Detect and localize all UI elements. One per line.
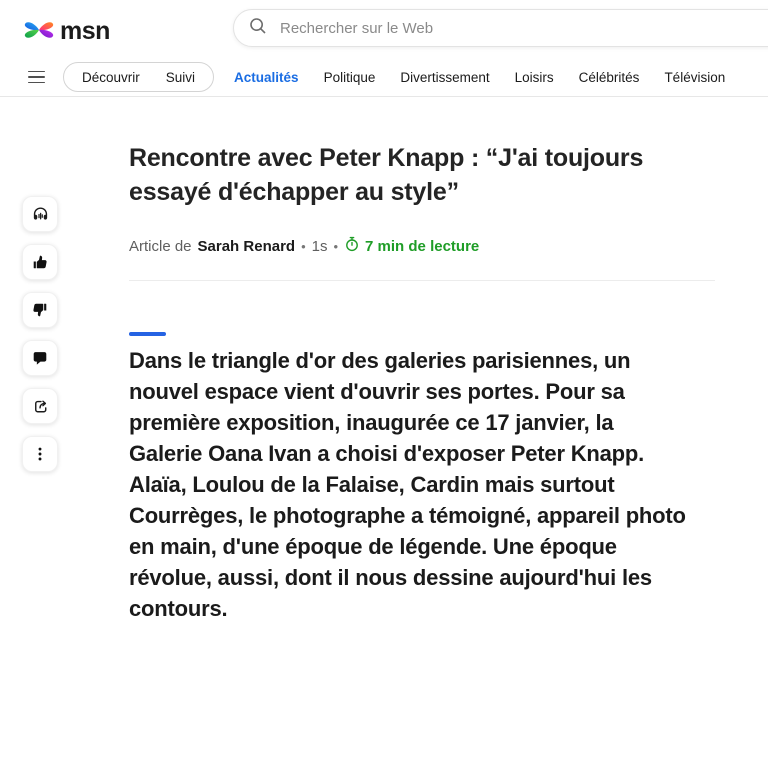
category-tabs <box>234 70 725 85</box>
comment-icon <box>31 349 49 367</box>
nav-bar <box>0 58 768 96</box>
byline-separator: • <box>301 238 306 254</box>
read-time-label: 7 min de lecture <box>365 237 480 255</box>
article-byline <box>129 236 715 256</box>
feed-toggle-pill <box>63 62 214 92</box>
byline-divider <box>129 280 715 281</box>
thumbs-down-icon <box>31 301 49 319</box>
search-input[interactable] <box>280 20 768 37</box>
tab-divertissement[interactable]: Divertissement <box>400 69 490 85</box>
msn-logo-text: msn <box>60 17 110 45</box>
read-time <box>344 236 479 256</box>
byline-prefix: Article de <box>129 237 192 255</box>
share-icon <box>31 397 50 416</box>
article <box>129 97 715 624</box>
stopwatch-icon <box>344 236 360 256</box>
article-title-line2: essayé d'échapper au style” <box>129 178 459 206</box>
discover-button[interactable]: Découvrir <box>82 69 140 85</box>
tab-politique[interactable]: Politique <box>323 69 376 85</box>
share-button[interactable] <box>22 388 58 424</box>
tab-loisirs[interactable]: Loisirs <box>514 69 554 85</box>
thumbs-up-icon <box>31 253 49 271</box>
msn-logo[interactable] <box>22 12 110 51</box>
article-title-line1: Rencontre avec Peter Knapp : “J'ai toujours <box>129 144 644 172</box>
more-dots-icon <box>31 445 49 463</box>
more-button[interactable] <box>22 436 58 472</box>
article-title <box>129 141 715 209</box>
thumbs-down-button[interactable] <box>22 292 58 328</box>
byline-separator: • <box>333 238 339 254</box>
article-body: Dans le triangle d'or des galeries parisiennes, un nouvel espace vient d'ouvrir ses portes. Pour sa première exposition, inaugurée ce 17 janvier, la Galerie Oana Ivan a choisi d'exposer Peter Knapp. Alaïa, Loulou de la Falaise, Cardin mais surtout Courrèges, le photographe a témoigné, appareil photo en main, d'une époque de légende. Une époque révolue, aussi, dont il nous dessine aujourd'hui les contours. <box>129 348 686 621</box>
headphones-icon <box>31 205 50 224</box>
thumbs-up-button[interactable] <box>22 244 58 280</box>
tab-celebrites[interactable]: Célébrités <box>578 69 640 85</box>
author-link[interactable]: Sarah Renard <box>197 237 296 255</box>
header <box>0 0 768 58</box>
listen-button[interactable] <box>22 196 58 232</box>
article-action-rail <box>22 196 58 472</box>
search-icon <box>248 16 268 41</box>
article-age: 1s <box>311 237 328 255</box>
msn-butterfly-icon <box>22 12 56 51</box>
comments-button[interactable] <box>22 340 58 376</box>
accent-bar <box>129 332 166 336</box>
tab-actualites[interactable]: Actualités <box>234 69 299 85</box>
tab-television[interactable]: Télévision <box>664 69 726 85</box>
hamburger-menu-icon[interactable] <box>28 71 45 84</box>
search-bar[interactable] <box>233 9 768 47</box>
following-button[interactable]: Suivi <box>165 69 196 85</box>
